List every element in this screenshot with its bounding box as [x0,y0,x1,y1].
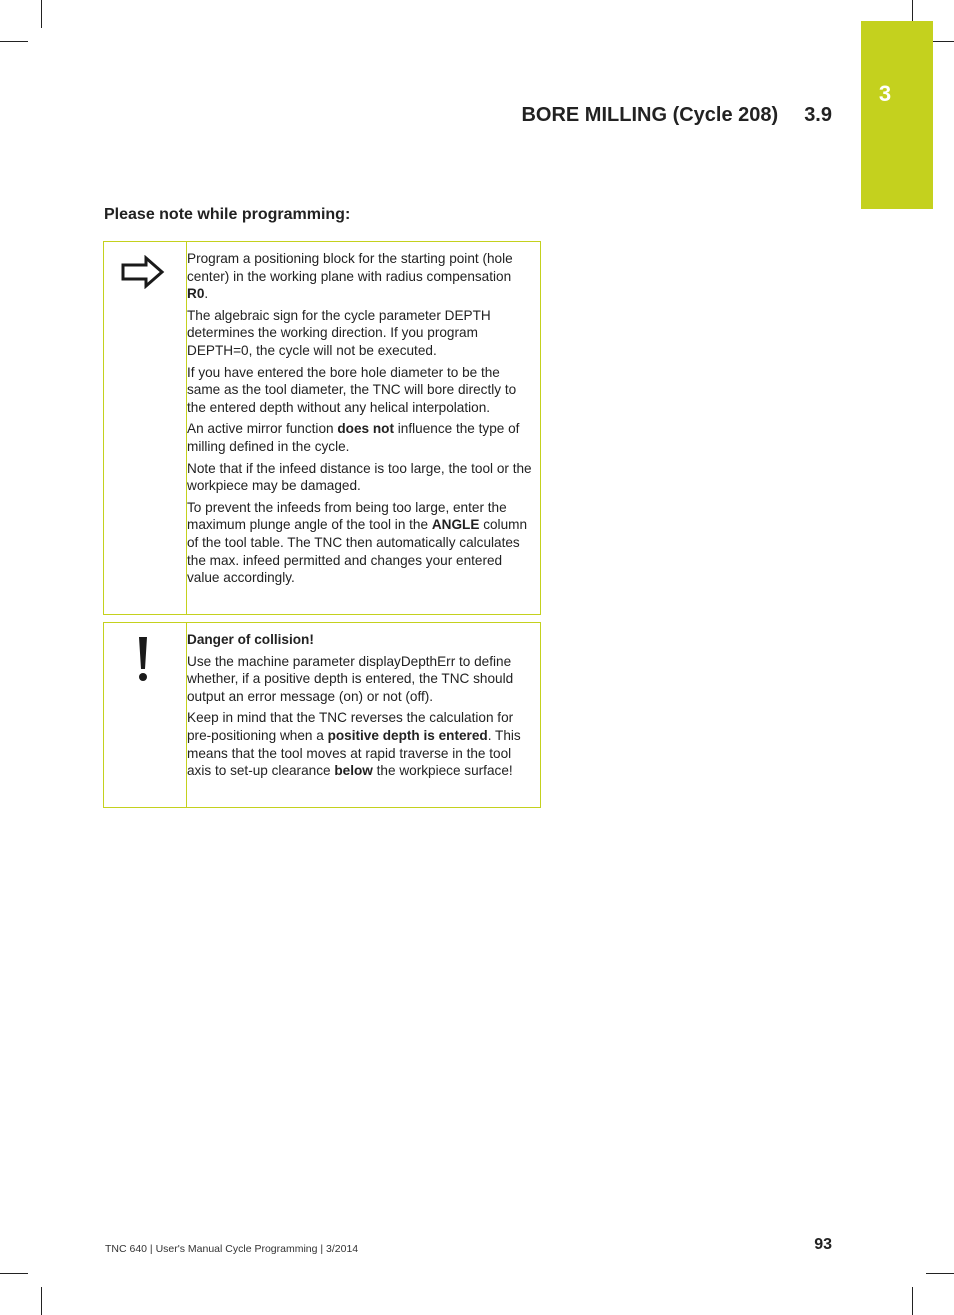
text-run: Keep in mind that the TNC reverses the calculation for pre-positioning when a [187,710,514,743]
text-run: An active mirror function [187,421,338,437]
running-header [430,104,832,127]
text-run: column of the tool table. The TNC then automatically calculates the max. infeed permitted and changes your entered value accordingly. [187,517,528,586]
text-run: To prevent the infeeds from being too large, enter the maximum plunge angle of the tool in the [187,499,507,533]
emphasis: does not [337,421,394,437]
note-paragraph [187,420,534,455]
crop-mark [0,1273,28,1274]
text-run: Program a positioning block for the starting point (hole center) in the working plane with radius compensation [187,251,513,284]
note-heading: Please note while programming: [104,206,351,223]
page-number: 93 [814,1236,832,1253]
note-box [103,241,541,615]
warning-body [187,631,534,784]
arrow-right-icon [120,255,166,289]
note-paragraph: If you have entered the bore hole diameter to be the same as the tool diameter, the TNC will bore directly to the entered depth without any helical interpolation. [187,364,517,415]
footer-text: TNC 640 | User's Manual Cycle Programming | 3/2014 [105,1243,359,1255]
note-body [187,250,534,591]
crop-mark [41,1287,42,1315]
text-run: . [204,286,209,302]
emphasis: positive depth is entered [327,727,488,743]
chapter-tab [861,21,933,209]
chapter-number: 3 [878,81,892,106]
text-run: influence the type of milling defined in the cycle. [187,421,520,454]
text-run: the workpiece surface! [372,763,513,779]
code-term: R0 [187,286,205,302]
note-paragraph: The algebraic sign for the cycle parameter DEPTH determines the working direction. If you program DEPTH=0, the cycle will not be executed. [187,307,491,358]
warning-title-text: Danger of collision! [187,632,314,647]
emphasis: below [334,763,373,779]
note-paragraph: Note that if the infeed distance is too large, the tool or the workpiece may be damaged. [187,460,532,494]
note-paragraph [187,499,534,587]
text-run: . This means that the tool moves at rapid traverse in the tool axis to set-up clearance [187,727,521,779]
warning-paragraph [187,709,534,779]
running-header-title: BORE MILLING (Cycle 208) [521,104,779,126]
crop-mark [41,0,42,28]
note-paragraph [187,250,534,303]
warning-paragraph: Use the machine parameter displayDepthErr to define whether, if a positive depth is entered, the TNC should output an error message (on) or not (off). [187,653,514,704]
crop-mark [926,1273,954,1274]
warning-box [103,622,541,808]
running-header-section: 3.9 [804,104,832,126]
crop-mark [912,1287,913,1315]
exclamation-icon [134,635,152,683]
warning-title [187,631,534,649]
crop-mark [0,41,28,42]
code-term: ANGLE [431,517,480,533]
